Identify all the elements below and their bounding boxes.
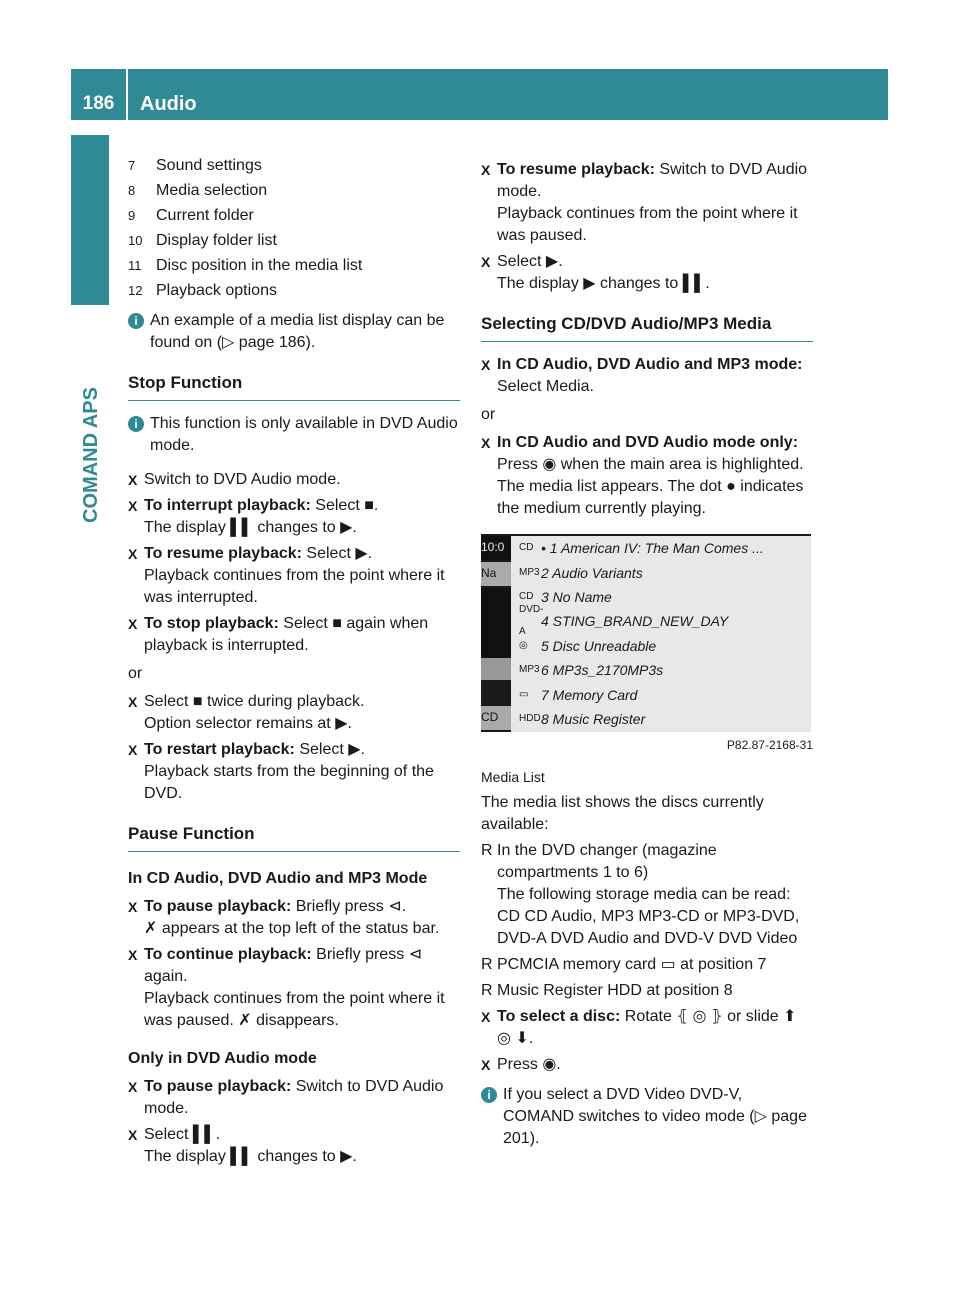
arrow-icon: X <box>128 899 138 915</box>
list-item: ◎ 5 Disc Unreadable <box>511 634 811 658</box>
arrow-icon: X <box>128 498 138 514</box>
arrow-icon: X <box>128 742 138 758</box>
sub-heading: Only in DVD Audio mode <box>128 1050 317 1067</box>
step: X To resume playback: Select ▶. Playback continues from the point where it was interrupted. <box>128 543 460 609</box>
list-item: 10 Display folder list <box>128 232 277 249</box>
list-item: DVD-A 4 STING_BRAND_NEW_DAY <box>511 609 811 633</box>
side-tab <box>71 135 109 305</box>
or-text: or <box>128 665 143 682</box>
arrow-icon: X <box>481 357 491 373</box>
step: X In CD Audio and DVD Audio mode only: Press ◉ when the main area is highlighted. The media list appears. The dot ● indicates the medium currently playing. <box>481 432 813 520</box>
figure-caption: Media List <box>481 769 545 785</box>
list-item: 9 Current folder <box>128 207 254 224</box>
section-heading: Pause Function <box>128 823 460 852</box>
arrow-icon: X <box>481 1009 491 1025</box>
memory-card-icon: ▭ <box>519 688 529 700</box>
step: X To stop playback: Select ■ again when playback is interrupted. <box>128 613 460 657</box>
step: X Select ▌▌. The display ▌▌ changes to ▶. <box>128 1124 460 1168</box>
arrow-icon: X <box>128 1127 138 1143</box>
step: X In CD Audio, DVD Audio and MP3 mode: Select Media. <box>481 354 813 398</box>
arrow-icon: X <box>481 254 491 270</box>
info-note: i This function is only available in DVD Audio mode. <box>128 413 460 457</box>
hdd-icon: HDD <box>519 712 541 724</box>
list-item: 12 Playback options <box>128 282 277 299</box>
paragraph: The media list shows the discs currently available: <box>481 794 764 833</box>
info-icon: i <box>128 416 144 432</box>
screen-side-panel: 10:0 Na CD <box>481 534 511 732</box>
list-item: ▭ 7 Memory Card <box>511 682 811 706</box>
arrow-icon: X <box>128 694 138 710</box>
info-icon: i <box>128 313 144 329</box>
sub-heading: In CD Audio, DVD Audio and MP3 Mode <box>128 870 428 887</box>
step: X Switch to DVD Audio mode. <box>128 469 460 491</box>
step: X Press ◉. <box>481 1054 813 1076</box>
cd-icon: CD <box>519 590 534 602</box>
media-list <box>511 536 811 732</box>
mp3-icon: MP3 <box>519 566 540 578</box>
header-divider <box>126 69 128 120</box>
section-heading: Stop Function <box>128 372 460 401</box>
arrow-icon: X <box>128 472 138 488</box>
info-note: i An example of a media list display can be found on (▷ page 186). <box>128 310 460 354</box>
arrow-icon: X <box>481 1057 491 1073</box>
step: X To pause playback: Briefly press ⊲. ✗ appears at the top left of the status bar. <box>128 896 460 940</box>
list-item: 11 Disc position in the media list <box>128 257 363 274</box>
mp3-icon: MP3 <box>519 664 540 676</box>
list-item: 8 Media selection <box>128 182 268 199</box>
cd-icon: CD <box>519 542 534 554</box>
info-icon: i <box>481 1087 497 1103</box>
list-item: HDD 8 Music Register <box>511 707 811 731</box>
info-note: i If you select a DVD Video DVD-V, COMAND switches to video mode (▷ page 201). <box>481 1084 813 1150</box>
bullet-item: R In the DVD changer (magazine compartments 1 to 6) The following storage media can be read: CD CD Audio, MP3 MP3-CD or MP3-DVD, DVD-A DVD Audio and DVD-V DVD Video <box>481 842 800 947</box>
step: X To continue playback: Briefly press ⊲ again. Playback continues from the point where it was paused. ✗ disappears. <box>128 944 460 1032</box>
bullet-item: R PCMCIA memory card ▭ at position 7 <box>481 956 767 973</box>
list-item: MP3 6 MP3s_2170MP3s <box>511 658 811 682</box>
step: X To select a disc: Rotate ⦃ ◎ ⦄ or slide ⬆ ◎ ⬇. <box>481 1006 813 1050</box>
page-number: 186 <box>82 93 115 114</box>
list-item: MP3 2 Audio Variants <box>511 560 811 584</box>
arrow-icon: X <box>128 616 138 632</box>
step: X To resume playback: Switch to DVD Audio mode. Playback continues from the point where it was paused. <box>481 159 813 247</box>
media-list-screenshot <box>481 534 811 732</box>
step: X To interrupt playback: Select ■. The display ▌▌ changes to ▶. <box>128 495 460 539</box>
page-title: Audio <box>140 93 197 115</box>
or-text: or <box>481 406 496 423</box>
dvd-audio-icon: DVD-A <box>519 604 544 638</box>
arrow-icon: X <box>128 546 138 562</box>
arrow-icon: X <box>481 162 491 178</box>
step: X Select ▶. The display ▶ changes to ▌▌. <box>481 251 813 295</box>
list-item: CD • 1 American IV: The Man Comes ... <box>511 536 811 560</box>
arrow-icon: X <box>128 1079 138 1095</box>
side-label: COMAND APS <box>80 387 102 523</box>
disc-icon: ◎ <box>519 639 528 651</box>
arrow-icon: X <box>481 435 491 451</box>
figure-code: P82.87-2168-31 <box>726 738 813 752</box>
step: X To restart playback: Select ▶. Playback starts from the beginning of the DVD. <box>128 739 460 805</box>
arrow-icon: X <box>128 947 138 963</box>
step: X Select ■ twice during playback. Option selector remains at ▶. <box>128 691 460 735</box>
bullet-item: R Music Register HDD at position 8 <box>481 982 733 999</box>
list-item: 7 Sound settings <box>128 157 262 174</box>
step: X To pause playback: Switch to DVD Audio mode. <box>128 1076 460 1120</box>
left-column <box>128 155 460 1172</box>
list-item: CD 3 No Name <box>511 585 811 609</box>
section-heading: Selecting CD/DVD Audio/MP3 Media <box>481 313 813 342</box>
right-column <box>481 155 813 1162</box>
